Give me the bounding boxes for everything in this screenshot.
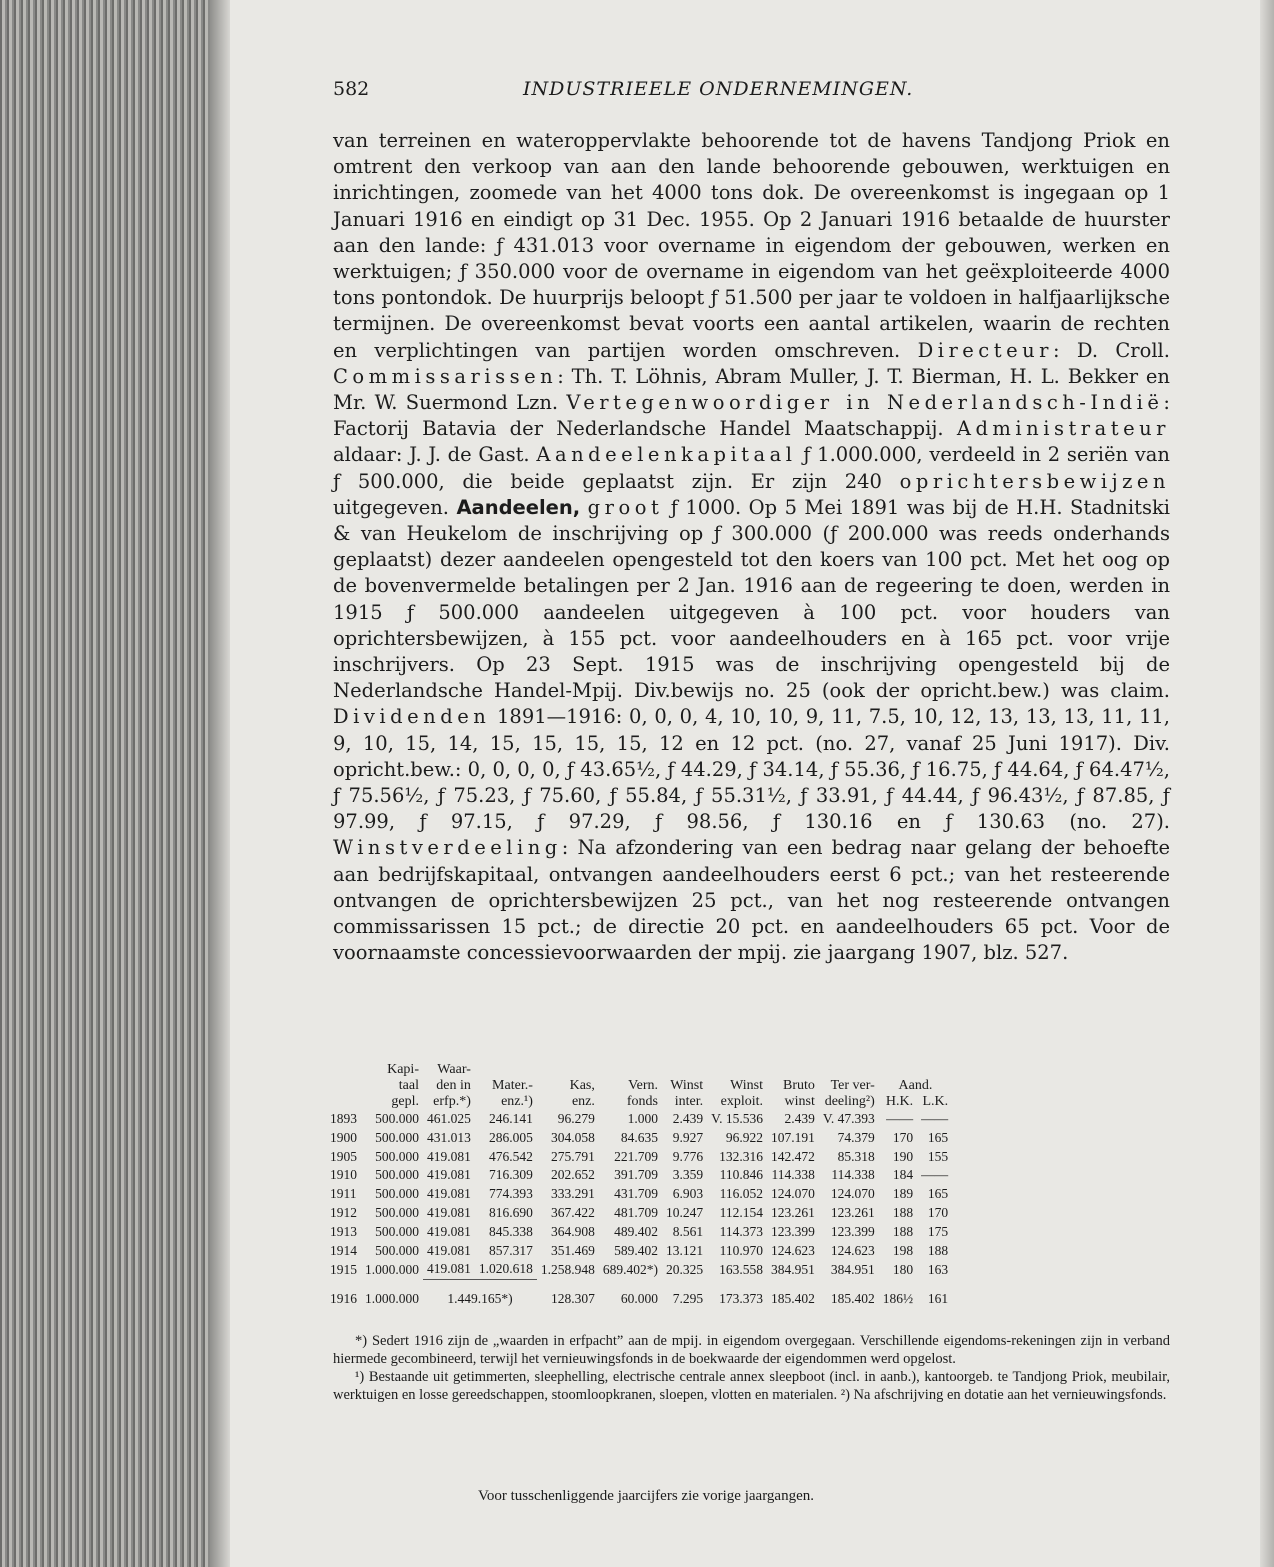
year-cell: 1914 (330, 1242, 357, 1258)
table-cell: 114.338 (771, 1167, 815, 1183)
table-cell: 431.013 (427, 1129, 471, 1145)
table-cell: 1.258.948 (540, 1261, 595, 1277)
table-row (328, 1204, 952, 1223)
table-cell: 107.191 (771, 1129, 815, 1145)
column-header: H.K. (885, 1094, 914, 1109)
table-cell: 96.279 (557, 1111, 595, 1126)
table-cell: 304.058 (551, 1129, 595, 1145)
table-cell: 155 (927, 1148, 949, 1164)
table-cell: 142.472 (771, 1148, 815, 1164)
table-cell: 246.141 (489, 1111, 533, 1126)
table-cell: 185.402 (771, 1290, 815, 1306)
table-cell: 500.000 (375, 1148, 419, 1164)
table-cell: 391.709 (614, 1167, 658, 1183)
text-segment: ƒ 1000. Op 5 Mei 1891 was bij de H.H. Stadnitski & van Heukelom de inschrijving op ƒ 300.000 (ƒ 200.000 was reeds onderhands geplaatst) dezer aandeelen opengesteld tot den koers van 100 pct. Met het oog op de bovenvermelde betalingen per 2 Jan. 1916 aan de regeering te doen, werden in 1915 ƒ 500.000 aandeelen uitgegeven à 100 pct. voor houders van oprichtersbewijzen, à 155 pct. voor aandeelhouders en à 165 pct. voor vrije inschrijvers. Op 23 Sept. 1915 was de inschrijving opengesteld bij de Nederlandsche Handel-Mpij. Div.bewijs no. 25 (ook der opricht.bew.) was claim. (333, 495, 1171, 703)
table-row (328, 1129, 952, 1148)
column-header (767, 1062, 819, 1078)
column-header: L.K. (922, 1094, 949, 1109)
table-row (328, 1166, 952, 1185)
table-cell: 110.846 (719, 1167, 764, 1183)
column-header (819, 1062, 879, 1078)
table-cell: 419.081 (427, 1186, 471, 1202)
table-cell: 221.709 (614, 1148, 658, 1164)
footnotes (333, 1332, 1170, 1404)
table-cell: 384.951 (830, 1261, 875, 1277)
table-cell: 190 (892, 1148, 914, 1164)
column-header (537, 1062, 599, 1078)
text-segment: : Na afzondering van een bedrag naar gelang der behoefte aan bedrijfskapitaal, ontvangen aandeelhouders eerst 6 pct.; van het resteerende ontvangen de oprichtersbewijzen 25 pct., van het nog resteerende ontvangen commissarissen 15 pct.; de directie 20 pct. en aandeelhouders 65 pct. Voor de voornaamste concessievoorwaarden der mpij. zie jaargang 1907, blz. 527. (333, 836, 1170, 965)
column-header (879, 1062, 917, 1078)
column-header (475, 1062, 537, 1078)
table-cell: 419.081 (427, 1242, 471, 1258)
column-header (599, 1062, 662, 1078)
column-header: Waar- (437, 1062, 471, 1077)
table-row (328, 1148, 952, 1167)
table-cell: 500.000 (375, 1111, 419, 1126)
column-header (328, 1094, 361, 1110)
table-cell: 124.070 (830, 1186, 875, 1202)
table-cell: 202.652 (551, 1167, 595, 1183)
table-cell: 333.291 (551, 1186, 595, 1202)
table-cell: 188 (892, 1204, 914, 1220)
table-cell: 500.000 (375, 1242, 419, 1258)
table-cell: 198 (892, 1242, 914, 1258)
column-header: enz. (571, 1094, 595, 1109)
table-cell: 1.000.000 (365, 1290, 419, 1306)
text-segment: van terreinen en wateroppervlakte behoorende tot de havens Tandjong Priok en omtrent den verkoop van aan den lande behoorende gebouwen, werktuigen en inrichtingen, zoomede van het 4000 tons dok. De overeenkomst is ingegaan op 1 Januari 1916 en eindigt op 31 Dec. 1955. Op 2 Januari 1916 betaalde de huurster aan den lande: ƒ 431.013 voor overname in eigendom der gebouwen, werken en werktuigen; ƒ 350.000 voor de overname in eigendom van het geëxploiteerde 4000 tons pontondok. De huurprijs beloopt ƒ 51.500 per jaar te voldoen in halfjaarlijksche termijnen. De overeenkomst bevat voorts een aantal artikelen, waarin de rechten en verplichtingen van partijen worden omschreven. (333, 129, 1170, 362)
column-header: fonds (626, 1094, 658, 1109)
table-cell: 128.307 (551, 1290, 595, 1306)
emphasized-term: Aandeelen, (456, 495, 581, 519)
table-cell: 124.623 (771, 1242, 815, 1258)
footer-note: Voor tusschenliggende jaarcijfers zie vorige jaargangen. (478, 1488, 814, 1504)
page-header (333, 78, 1168, 108)
table-cell: 2.439 (672, 1111, 704, 1126)
table-cell: 689.402*) (602, 1261, 658, 1277)
text-segment: : Th. T. Löhnis, Abram Muller, J. T. Bierman, H. L. Bekker en Mr. W. Suermond Lzn. (333, 364, 1170, 415)
table-cell: 163.558 (719, 1261, 764, 1277)
table-row (328, 1242, 952, 1261)
table-cell: 419.081 (427, 1261, 471, 1277)
column-header: Aand. (898, 1078, 933, 1093)
table-cell: 500.000 (375, 1167, 419, 1183)
table-cell: —— (921, 1111, 949, 1126)
table-cell: 351.469 (551, 1242, 595, 1258)
column-header: enz.¹) (501, 1094, 533, 1109)
table-cell: 163 (927, 1261, 949, 1277)
text-segment: aldaar: J. J. de Gast. (333, 443, 537, 467)
text-segment: : Factorij Batavia der Nederlandsche Handel Maatschappij. (333, 391, 1170, 441)
table-cell: 123.261 (830, 1204, 875, 1220)
column-header: Winst (670, 1078, 704, 1093)
table-cell: 85.318 (837, 1148, 875, 1164)
table-cell: 419.081 (427, 1223, 471, 1239)
table-cell: 124.623 (830, 1242, 875, 1258)
table-cell: 112.154 (719, 1204, 764, 1220)
table-cell: 500.000 (375, 1129, 419, 1145)
table-cell: 180 (892, 1261, 914, 1277)
table-cell: 175 (927, 1223, 949, 1239)
body-text (333, 128, 1170, 967)
table-cell: 188 (892, 1223, 914, 1239)
column-header: Bruto (783, 1078, 815, 1093)
table-cell: 96.922 (725, 1129, 764, 1145)
table-cell: 9.927 (672, 1129, 704, 1145)
table-cell: 364.908 (551, 1223, 595, 1239)
table-cell: 170 (927, 1204, 949, 1220)
table-cell: 367.422 (551, 1204, 595, 1220)
emphasized-term: groot (587, 495, 664, 519)
column-header: winst (784, 1094, 815, 1109)
table-cell: 165 (927, 1186, 949, 1202)
table-cell: 60.000 (620, 1290, 658, 1306)
table-cell: 186½ (882, 1290, 914, 1306)
year-cell: 1913 (330, 1223, 357, 1239)
table-cell: 774.393 (489, 1186, 533, 1202)
table-cell: 185.402 (830, 1290, 875, 1306)
text-segment: ƒ 1.000.000, verdeeld in 2 seriën van ƒ 500.000, die beide geplaatst zijn. Er zijn 240 (333, 443, 1170, 493)
table-cell: 845.338 (489, 1223, 533, 1239)
text-segment: 1891—1916: 0, 0, 0, 4, 10, 10, 9, 11, 7.5, 10, 12, 13, 13, 13, 11, 11, 9, 10, 15, 14, 15, 15, 15, 15, 12 en 12 pct. (no. 27, vanaf 25 Juni 1917). Div. opricht.bew.: 0, 0, 0, 0, ƒ 43.65½, ƒ 44.29, ƒ 34.14, ƒ 55.36, ƒ 16.75, ƒ 44.64, ƒ 64.47½, ƒ 75.56½, ƒ 75.23, ƒ 75.60, ƒ 55.84, ƒ 55.31½, ƒ 33.91, ƒ 44.44, ƒ 96.43½, ƒ 87.85, ƒ 97.99, ƒ 97.15, ƒ 97.29, ƒ 98.56, ƒ 130.16 en ƒ 130.63 (no. 27). (333, 705, 1170, 834)
table-row (328, 1110, 952, 1129)
footnote-erfpacht: *) Sedert 1916 zijn de „waarden in erfpacht” aan de mpij. in eigendom overgegaan. Verschillende eigendoms-rekeningen zijn in verband hiermede gecombineerd, terwijl het vernieuwingsfonds in de boekwaarde der eigendommen werd opgelost. (333, 1333, 1170, 1367)
column-header: Ter ver- (830, 1078, 875, 1093)
column-header: gepl. (391, 1094, 419, 1109)
column-header (328, 1062, 361, 1078)
table-cell: —— (886, 1111, 914, 1126)
column-header: den in (436, 1078, 471, 1093)
column-header: Winst (730, 1078, 764, 1093)
year-cell: 1911 (330, 1186, 357, 1202)
table-cell: 84.635 (620, 1129, 658, 1145)
emphasized-term: oprichtersbewijzen (899, 469, 1170, 493)
table-cell: 461.025 (427, 1111, 471, 1126)
table-cell: 589.402 (614, 1242, 658, 1258)
table-cell: 13.121 (666, 1242, 704, 1258)
year-cell: 1900 (330, 1129, 357, 1145)
emphasized-term: Dividenden (333, 705, 491, 729)
column-header: Mater.- (492, 1078, 533, 1093)
year-cell: 1916 (330, 1290, 357, 1306)
column-header: Vern. (628, 1078, 658, 1093)
table-cell: 3.359 (672, 1167, 704, 1183)
table-cell: 716.309 (489, 1167, 533, 1183)
table-cell: 184 (892, 1167, 914, 1183)
footnote-materieel: ¹) Bestaande uit getimmerten, sleephelling, electrische centrale annex sleepboot (incl. in aanb.), kantoorgeb. te Tandjong Priok, meubilair, werktuigen en losse gereedschappen, stoomloopkranen, sloepen, vlotten en materialen. ²) Na afschrijving en dotatie aan het vernieuwingsfonds. (333, 1369, 1170, 1403)
column-header (662, 1062, 707, 1078)
table-cell: 286.005 (489, 1129, 533, 1145)
table-cell: V. 47.393 (822, 1111, 875, 1126)
emphasized-term: Aandeelenkapitaal (536, 443, 797, 467)
year-cell: 1893 (330, 1111, 357, 1126)
column-header (328, 1078, 361, 1094)
emphasized-term: Vertegenwoordiger in Nederlandsch-Indië (566, 391, 1164, 415)
table-cell: 476.542 (489, 1148, 533, 1164)
table-cell: 419.081 (427, 1148, 471, 1164)
table-cell: 275.791 (551, 1148, 595, 1164)
table-cell: 110.970 (719, 1242, 764, 1258)
table-cell: 500.000 (375, 1186, 419, 1202)
table-cell: 123.261 (771, 1204, 815, 1220)
table-cell: 489.402 (614, 1223, 658, 1239)
column-header: Kas, (569, 1078, 595, 1093)
table-cell: 1.020.618 (478, 1261, 533, 1277)
emphasized-term: Administrateur (956, 417, 1170, 441)
text-segment: : D. Croll. (1053, 338, 1170, 362)
table-cell: 481.709 (614, 1204, 658, 1220)
table-cell: 1.000 (627, 1111, 658, 1126)
year-cell: 1915 (330, 1261, 357, 1277)
text-segment: uitgegeven. (333, 495, 457, 519)
table-cell: 189 (892, 1186, 914, 1202)
table-row (328, 1185, 952, 1204)
table-cell: 8.561 (672, 1223, 704, 1239)
table-cell: 7.295 (672, 1290, 704, 1306)
table-cell: 161 (927, 1290, 949, 1306)
column-header: inter. (674, 1094, 704, 1109)
table-cell: 816.690 (489, 1204, 533, 1220)
table-row-1916 (328, 1280, 952, 1309)
column-header: taal (398, 1078, 419, 1093)
year-cell: 1905 (330, 1148, 357, 1164)
column-header (917, 1062, 952, 1078)
table-cell: 114.338 (831, 1167, 875, 1183)
book-page-edges (0, 0, 230, 1567)
table-cell: 116.052 (719, 1186, 764, 1202)
table-cell: 2.439 (784, 1111, 815, 1126)
table-cell: 10.247 (666, 1204, 704, 1220)
table-cell: 173.373 (719, 1290, 764, 1306)
page-gutter (1260, 0, 1274, 1567)
year-cell: 1910 (330, 1167, 357, 1183)
table-cell: 500.000 (375, 1223, 419, 1239)
emphasized-term: Winstverdeeling (333, 836, 562, 860)
column-header (707, 1062, 767, 1078)
table-cell: 384.951 (771, 1261, 815, 1277)
emphasized-term: Directeur (917, 338, 1053, 362)
table-cell: 124.070 (771, 1186, 815, 1202)
table-cell: 20.325 (666, 1261, 704, 1277)
table-cell: 74.379 (837, 1129, 875, 1145)
table-cell: 431.709 (614, 1186, 658, 1202)
table-cell: 123.399 (771, 1223, 815, 1239)
table-row (328, 1260, 952, 1279)
column-header: exploit. (720, 1094, 764, 1109)
table-cell: 170 (892, 1129, 914, 1145)
table-cell: 165 (927, 1129, 949, 1145)
table-cell: 114.373 (719, 1223, 764, 1239)
text-segment (580, 496, 587, 519)
table-row (328, 1223, 952, 1242)
table-cell: 500.000 (375, 1204, 419, 1220)
financial-table (328, 1062, 952, 1309)
column-header: Kapi- (387, 1062, 419, 1077)
emphasized-term: Commissarissen (333, 364, 558, 388)
column-header: deeling²) (824, 1094, 875, 1109)
table-cell: 419.081 (427, 1204, 471, 1220)
table-cell: 1.449.165*) (423, 1280, 537, 1309)
page-number: 582 (333, 78, 370, 100)
running-title: INDUSTRIEELE ONDERNEMINGEN. (523, 78, 914, 100)
table-cell: 9.776 (672, 1148, 704, 1164)
table-cell: 1.000.000 (365, 1261, 419, 1277)
table-cell: 132.316 (719, 1148, 764, 1164)
table-cell: 857.317 (489, 1242, 533, 1258)
table-cell: 419.081 (427, 1167, 471, 1183)
table-cell: —— (921, 1167, 949, 1183)
table-cell: 123.399 (830, 1223, 875, 1239)
table-cell: 188 (927, 1242, 949, 1258)
year-cell: 1912 (330, 1204, 357, 1220)
column-header: erfp.*) (433, 1094, 471, 1109)
table-cell: 6.903 (672, 1186, 704, 1202)
table-cell: V. 15.536 (711, 1111, 764, 1126)
